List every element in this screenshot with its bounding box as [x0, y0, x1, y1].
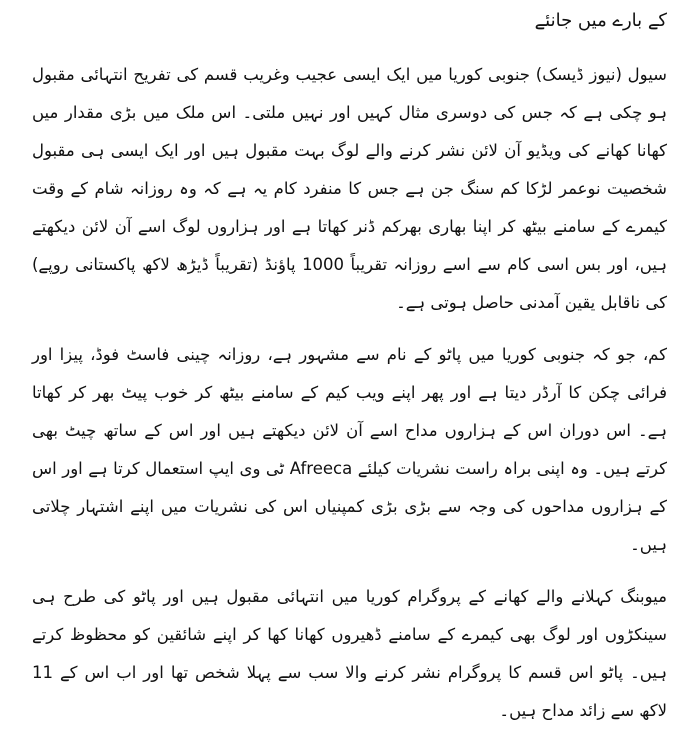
article-heading: کے بارے میں جانئے — [534, 10, 667, 31]
article-paragraph-2: کم، جو کہ جنوبی کوریا میں پاٹو کے نام سے مشہور ہے، روزانہ چینی فاسٹ فوڈ، پیزا اور فرائی چکن کا آرڈر دیتا ہے اور پھر اپنے ویب کیم کے سامنے بیٹھ کر خوب پیٹ بھر کر کھاتا ہے۔ اس دوران اس کے ہزاروں مداح اسے آن لائن دیکھتے ہیں اور اس کے ساتھ چیٹ بھی کرتے ہیں۔ وہ اپنی براہ راست نشریات کیلئے Afreeca ٹی وی ایپ استعمال کرتا ہے اور اس کے ہزاروں مداحوں کی وجہ سے بڑی بڑی کمپنیاں اس کی نشریات میں اپنے اشتہار چلاتی ہیں۔ — [32, 345, 667, 554]
article-paragraph-1: سیول (نیوز ڈیسک) جنوبی کوریا میں ایک ایسی عجیب وغریب قسم کی تفریح انتہائی مقبول ہو چکی ہے کہ جس کی دوسری مثال کہیں اور نہیں ملتی۔ اس ملک میں بڑی مقدار میں کھانا کھانے کی ویڈیو آن لائن نشر کرنے والے لوگ بہت مقبول ہیں اور ایک ایسی ہی مقبول شخصیت نوعمر لڑکا کم سنگ جن ہے جس کا منفرد کام یہ ہے کہ وہ روزانہ شام کے وقت کیمرے کے سامنے بیٹھ کر اپنا بھاری بھرکم ڈنر کھاتا ہے اور ہزاروں لوگ اسے آن لائن دیکھتے ہیں، اور بس اسی کام سے اسے روزانہ تقریباً 1000 پاؤنڈ (تقریباً ڈیڑھ لاکھ پاکستانی روپے) کی ناقابل یقین آمدنی حاصل ہوتی ہے۔ — [32, 65, 668, 312]
article-paragraph-3: میوبنگ کہلانے والے کھانے کے پروگرام کوریا میں انتہائی مقبول ہیں اور پاٹو کی طرح ہی سینکڑوں اور لوگ بھی کیمرے کے سامنے ڈھیروں کھانا کھا کر اپنے شائقین کو محظوظ کرتے ہیں۔ پاٹو اس قسم کا پروگرام نشر کرنے والا سب سے پہلا شخص تھا اور اب اس کے 11 لاکھ سے زائد مداح ہیں۔ — [32, 587, 667, 720]
